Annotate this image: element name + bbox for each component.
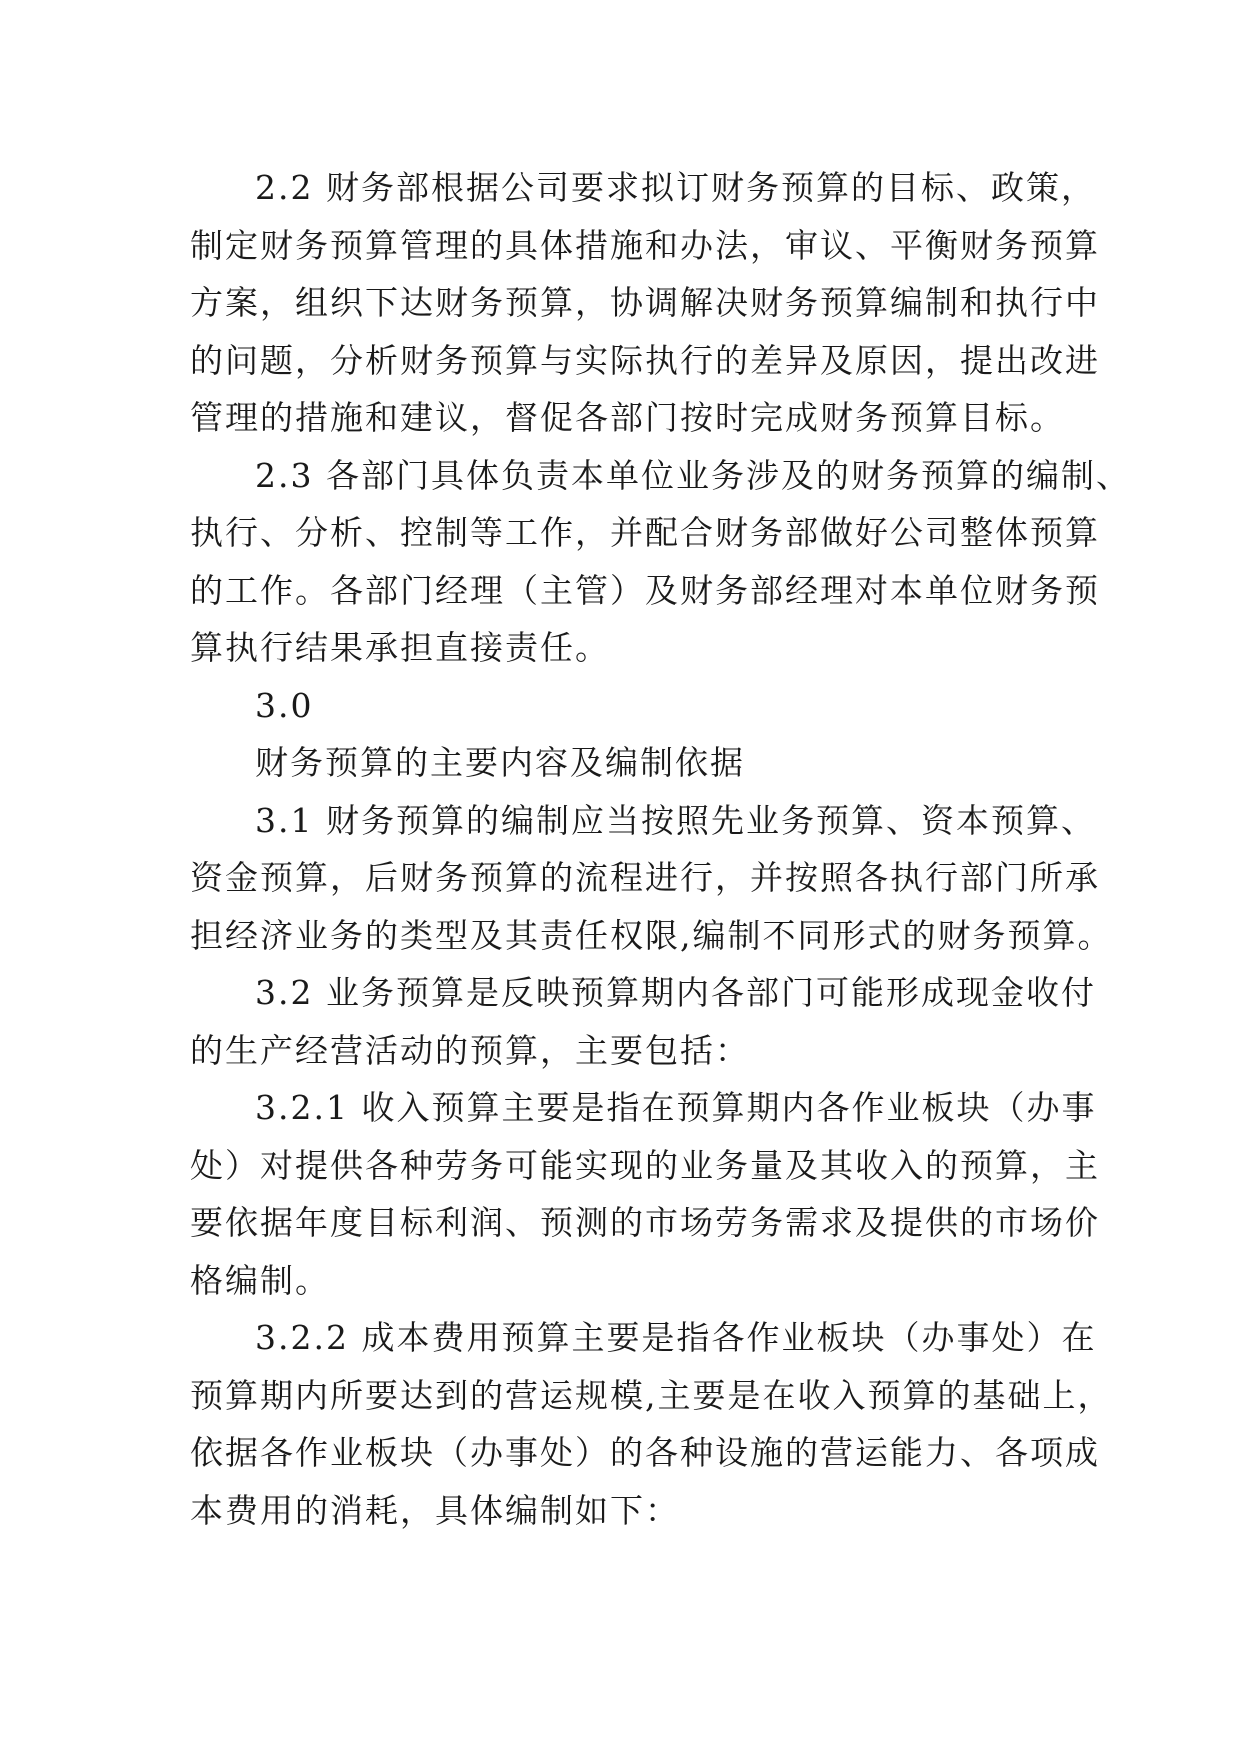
text-line: 3.2.2 成本费用预算主要是指各作业板块（办事处）在 xyxy=(255,1318,1097,1357)
text-line: 3.2 业务预算是反映预算期内各部门可能形成现金收付 xyxy=(255,973,1096,1012)
text-line: 的工作。各部门经理（主管）及财务部经理对本单位财务预 xyxy=(190,571,1100,610)
section-number: 3.0 xyxy=(255,686,314,725)
text-line: 处）对提供各种劳务可能实现的业务量及其收入的预算，主 xyxy=(190,1146,1100,1185)
text-line: 执行、分析、控制等工作，并配合财务部做好公司整体预算 xyxy=(190,513,1100,552)
text-line: 依据各作业板块（办事处）的各种设施的营运能力、各项成 xyxy=(190,1433,1100,1472)
text-line: 3.1 财务预算的编制应当按照先业务预算、资本预算、 xyxy=(255,801,1096,840)
text-line: 2.3 各部门具体负责本单位业务涉及的财务预算的编制、 xyxy=(255,456,1131,495)
text-line: 制定财务预算管理的具体措施和办法，审议、平衡财务预算 xyxy=(190,226,1100,265)
text-line: 3.2.1 收入预算主要是指在预算期内各作业板块（办事 xyxy=(255,1088,1097,1127)
text-line: 的生产经营活动的预算，主要包括： xyxy=(190,1031,750,1070)
text-line: 要依据年度目标利润、预测的市场劳务需求及提供的市场价 xyxy=(190,1203,1100,1242)
section-heading: 财务预算的主要内容及编制依据 xyxy=(255,743,745,782)
text-line: 算执行结果承担直接责任。 xyxy=(190,628,610,667)
text-line: 2.2 财务部根据公司要求拟订财务预算的目标、政策， xyxy=(255,168,1096,207)
text-line: 资金预算，后财务预算的流程进行，并按照各执行部门所承 xyxy=(190,858,1100,897)
text-line: 本费用的消耗，具体编制如下： xyxy=(190,1491,680,1530)
text-line: 预算期内所要达到的营运规模,主要是在收入预算的基础上， xyxy=(190,1376,1113,1415)
text-line: 格编制。 xyxy=(190,1261,330,1300)
text-line: 担经济业务的类型及其责任权限,编制不同形式的财务预算。 xyxy=(190,916,1113,955)
text-line: 的问题，分析财务预算与实际执行的差异及原因，提出改进 xyxy=(190,341,1100,380)
text-line: 方案，组织下达财务预算，协调解决财务预算编制和执行中 xyxy=(190,283,1100,322)
text-line: 管理的措施和建议，督促各部门按时完成财务预算目标。 xyxy=(190,398,1065,437)
